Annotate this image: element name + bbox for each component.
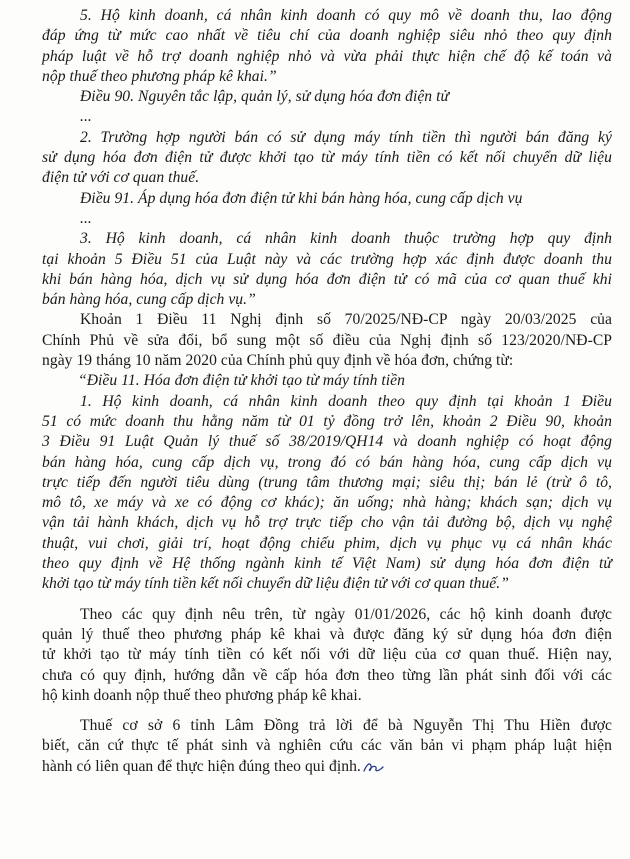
text-line: Khoản 1 Điều 11 Nghị định số 70/2025/NĐ-CP ngày 20/03/2025 của (80, 311, 612, 329)
text-line: sử dụng hóa đơn điện tử được khởi tạo từ máy tính tiền có kết nối chuyển dữ liệu (42, 149, 612, 167)
text-line: ngày 19 tháng 10 năm 2020 của Chính phủ quy định về hóa đơn, chứng từ: (42, 352, 514, 370)
text-line: mô tô, xe máy và xe có động cơ khác); ăn uống; nhà hàng; khách sạn; dịch vụ (42, 494, 612, 512)
quote-paragraph-article-91-clause-3 (42, 229, 612, 310)
text-line: hộ kinh doanh nộp thuế theo phương pháp kê khai. (42, 686, 362, 704)
text-line: quản lý thuế theo phương pháp kê khai và được đăng ký sử dụng hóa đơn điện (42, 625, 612, 643)
text-line: Chính Phủ về sửa đổi, bổ sung một số điều của Nghị định số 123/2020/NĐ-CP (42, 331, 612, 349)
text-line: Theo các quy định nêu trên, từ ngày 01/01/2026, các hộ kinh doanh được (80, 605, 612, 623)
text-line: 3 Điều 91 Luật Quản lý thuế số 38/2019/QH14 và doanh nghiệp có hoạt động (42, 433, 612, 451)
text-line: thuật, vui chơi, giải trí, hoạt động chiếu phim, dịch vụ phục vụ cá nhân khác (42, 534, 612, 552)
text-line: tử khởi tạo từ máy tính tiền có kết nối với dữ liệu của cơ quan thuế. Hiện nay, (42, 646, 612, 664)
document-page (42, 6, 612, 777)
text-line: theo quy định về Hệ thống ngành kinh tế Việt Nam) sử dụng hóa đơn điện tử (42, 555, 612, 573)
ellipsis: ... (80, 108, 92, 126)
quote-paragraph-clause-5 (42, 6, 612, 87)
text-line: khởi tạo từ máy tính tiền kết nối chuyển dữ liệu điện tử với cơ quan thuế.” (42, 575, 509, 593)
conclusion-paragraph (42, 605, 612, 706)
text-line: pháp luật về hỗ trợ doanh nghiệp nhỏ và vừa phải thực hiện chế độ kế toán và (42, 47, 612, 65)
text-line: 5. Hộ kinh doanh, cá nhân kinh doanh có quy mô về doanh thu, lao động (80, 7, 612, 24)
decree-intro-paragraph (42, 310, 612, 371)
text-line: nộp thuế theo phương pháp kê khai.” (42, 67, 277, 85)
text-line: chưa có quy định, hướng dẫn về cấp hóa đơn theo từng lần phát sinh đối với các (42, 666, 612, 684)
text-line: 51 có mức doanh thu hằng năm từ 01 tỷ đồng trở lên, khoản 2 Điều 90, khoản (42, 412, 612, 430)
text-line: bán hàng hóa, cung cấp dịch vụ, trong đó có bán hàng hóa, cung cấp dịch vụ (42, 453, 612, 471)
text-line: hành có liên quan để thực hiện đúng theo qui định. (42, 757, 361, 775)
text-line: Thuế cơ sở 6 tỉnh Lâm Đồng trả lời để bà Nguyễn Thị Thu Hiền được (80, 717, 612, 735)
initial-mark-icon (362, 760, 384, 774)
text-line: tại khoản 5 Điều 51 của Luật này và các trường hợp xác định được doanh thu (42, 250, 612, 268)
text-line: điện tử với cơ quan thuế. (42, 169, 200, 187)
text-line: trực tiếp đến người tiêu dùng (trung tâm thương mại; siêu thị; bán lẻ (trừ ô tô, (42, 473, 612, 491)
text-line: 2. Trường hợp người bán có sử dụng máy tính tiền thì người bán đăng ký (80, 128, 612, 146)
quote-paragraph-article-90-clause-2 (42, 128, 612, 189)
text-line: biết, căn cứ thực tế phát sinh và nghiên cứu các văn bản vi phạm pháp luật hiện (42, 737, 612, 755)
closing-last-line (42, 757, 612, 777)
ellipsis: ... (80, 209, 92, 227)
text-line: bán hàng hóa, cung cấp dịch vụ.” (42, 291, 256, 309)
text-line: 3. Hộ kinh doanh, cá nhân kinh doanh thuộc trường hợp quy định (80, 230, 612, 248)
paragraph-gap (42, 595, 612, 605)
quote-paragraph-article-11-clause-1 (42, 392, 612, 595)
text-line: khi bán hàng hóa, dịch vụ sử dụng hóa đơn điện tử có mã của cơ quan thuế khi (42, 270, 612, 288)
text-line: 1. Hộ kinh doanh, cá nhân kinh doanh theo quy định tại khoản 1 Điều (80, 392, 612, 410)
paragraph-gap (42, 706, 612, 716)
text-line: vận tải hành khách, dịch vụ hỗ trợ trực tiếp cho vận tải đường bộ, dịch vụ nghệ (42, 514, 612, 532)
article-91-title: Điều 91. Áp dụng hóa đơn điện tử khi bán hàng hóa, cung cấp dịch vụ (80, 189, 523, 207)
text-line: đáp ứng từ mức cao nhất về tiêu chí của doanh nghiệp siêu nhỏ theo quy định (42, 27, 612, 45)
article-90-title: Điều 90. Nguyên tắc lập, quản lý, sử dụng hóa đơn điện tử (80, 88, 450, 106)
closing-paragraph (42, 716, 612, 777)
article-11-title: “Điều 11. Hóa đơn điện tử khởi tạo từ máy tính tiền (78, 372, 405, 390)
